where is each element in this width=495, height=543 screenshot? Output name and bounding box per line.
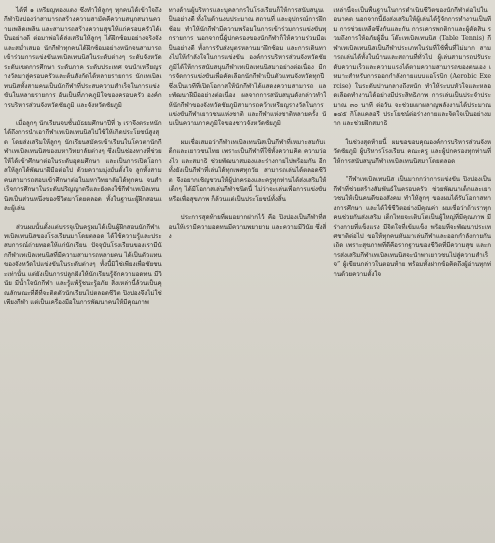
text-column-2 [169, 6, 327, 543]
text-column-1 [4, 6, 162, 543]
paragraph: ส่วนผมนั้นตั้งแต่บรรจุเป็นครูผมได้เป็นผู้ฝึกสอนนักกีฬาเทเบิลเทนนิสของโรงเรียนมาโดยตลอด ได้ใช้ความรู้และประสบการณ์ถ่ายทอดให้แก่นักเรียน ปัจจุบันโรงเรียนของเรามีนักกีฬาเทเบิลเทนนิสที่มีความสามารถหลายคน ได้เป็นตัวแทนของจังหวัดไปแข่งขันในระดับต่างๆ ทั้งนี้มิใช่เพียงเพื่อชัยชนะเท่านั้น แต่ยังเป็นการปลูกฝังให้นักเรียนรู้จักความอดทน มีวินัย มีน้ำใจนักกีฬา และรู้แพ้รู้ชนะรู้อภัย สิ่งเหล่านี้ล้วนเป็นคุณลักษณะที่ดีที่จะติดตัวนักเรียนไปตลอดชีวิต ปิงปองจึงไม่ใช่เพียงกีฬา แต่เป็นเครื่องมือในการพัฒนาคนให้มีคุณภาพ [4, 223, 162, 307]
paragraph: ผมเชื่อเสมอว่ากีฬาเทเบิลเทนนิสเป็นกีฬาที่เหมาะสมกับเด็กและเยาวชนไทย เพราะเป็นกีฬาที่ใช้ทั้งความคิด ความว่องไว และสมาธิ ช่วยพัฒนาสมองและร่างกายไปพร้อมกัน อีกทั้งยังเป็นกีฬาที่เล่นได้ทุกเพศทุกวัย สามารถเล่นได้ตลอดชีวิต จึงอยากเชิญชวนให้ผู้ปกครองและครูทุกท่านได้ส่งเสริมให้เด็กๆ ได้มีโอกาสเล่นกีฬาชนิดนี้ ไม่ว่าจะเล่นเพื่อการแข่งขันหรือเพื่อสุขภาพ ก็ล้วนแต่เป็นประโยชน์ทั้งสิ้น [168, 138, 327, 203]
paragraph: ทางด้านผู้บริหารและบุคลากรในโรงเรียนก็ให้การสนับสนุนเป็นอย่างดี ทั้งในด้านงบประมาณ สถานที่ และอุปกรณ์การฝึกซ้อม ทำให้นักกีฬามีความพร้อมในการเข้าร่วมการแข่งขันทุกรายการ นอกจากนี้ผู้ปกครองของนักกีฬาก็ให้ความร่วมมือเป็นอย่างดี ทั้งการรับส่งบุตรหลานมาฝึกซ้อม และการเดินทางไปให้กำลังใจในการแข่งขัน องค์การบริหารส่วนจังหวัดชัยภูมิได้ให้การสนับสนุนกีฬาเทเบิลเทนนิสมาอย่างต่อเนื่อง มีการจัดการแข่งขันเพื่อคัดเลือกนักกีฬาเป็นตัวแทนจังหวัดทุกปี ซึ่งเป็นเวทีที่เปิดโอกาสให้นักกีฬาได้แสดงความสามารถ และพัฒนาฝีมืออย่างต่อเนื่อง ผลจากการสนับสนุนดังกล่าวทำให้นักกีฬาของจังหวัดชัยภูมิสามารถคว้าเหรียญรางวัลในการแข่งขันกีฬาเยาวชนแห่งชาติ และกีฬาแห่งชาติหลายครั้ง นับเป็นความภาคภูมิใจของชาวจังหวัดชัยภูมิ [168, 7, 327, 128]
paragraph: “กีฬาเทเบิลเทนนิส เป็นมากกว่าการแข่งขัน ปิงปองเป็นกีฬาที่ช่วยสร้างสัมพันธ์ในครอบครัว ช่วยพัฒนาเด็กและเยาวชนให้เป็นคนดีของสังคม ทำให้ลูกๆ ของผมได้รับโอกาสทางการศึกษา และได้ใช้ชีวิตอย่างมีคุณค่า ผมเชื่อว่าถ้าเราทุกคนช่วยกันส่งเสริม เด็กไทยจะเติบโตเป็นผู้ใหญ่ที่มีคุณภาพ มีร่างกายที่แข็งแรง มีจิตใจที่เข้มแข็ง พร้อมที่จะพัฒนาประเทศชาติต่อไป ขอให้ทุกคนหันมาเล่นกีฬาและออกกำลังกายกันเถิด เพราะสุขภาพที่ดีคือรากฐานของชีวิตที่มีความสุข และการส่งเสริมกีฬาเทเบิลเทนนิสจะนำพาเยาวชนไปสู่ความสำเร็จ” ผู้เขียนกล่าวในตอนท้าย พร้อมทั้งฝากข้อคิดถึงผู้อ่านทุกท่านด้วยความตั้งใจ [333, 176, 492, 278]
paragraph: ในช่วงสุดท้ายนี้ ผมขอขอบคุณองค์การบริหารส่วนจังหวัดชัยภูมิ ผู้บริหารโรงเรียน คณะครู และผู้ปกครองทุกท่านที่ให้การสนับสนุนกีฬาเทเบิลเทนนิสมาโดยตลอด [333, 138, 492, 165]
paragraph: เมื่อลูกๆ นักเรียนจบชั้นมัธยมศึกษาปีที่ ๖ เราจึงตระหนักได้ถึงการนำเอากีฬาเทเบิลเทนนิสไปใช้ให้เกิดประโยชน์สูงสุด โดยส่งเสริมให้ลูกๆ นักเรียนสมัครเข้าเรียนในโควตานักกีฬาเทเบิลเทนนิสของมหาวิทยาลัยต่างๆ ซึ่งเป็นช่องทางที่ช่วยให้ได้เข้าศึกษาต่อในระดับอุดมศึกษา และเป็นการเปิดโอกาสให้ลูกได้พัฒนาฝีมือต่อไป ด้วยความมุ่งมั่นตั้งใจ ลูกทั้งสามคนสามารถสอบเข้าศึกษาต่อในมหาวิทยาลัยได้ทุกคน จนสำเร็จการศึกษาในระดับปริญญาตรีและยังคงใช้กีฬาเทเบิลเทนนิสเป็นส่วนหนึ่งของชีวิตมาโดยตลอด ทั้งในฐานะผู้ฝึกสอนและผู้เล่น [4, 119, 162, 213]
paragraph: เหล่านี้จะเป็นพื้นฐานในการดำเนินชีวิตของนักกีฬาต่อไปในอนาคต นอกจากนี้ยังส่งเสริมให้ผู้เล่นได้รู้จักการทำงานเป็นทีม การช่วยเหลือซึ่งกันและกัน การเคารพกติกาและผู้ตัดสิน รวมถึงการให้อภัยผู้อื่น โต๊ะเทเบิลเทนนิส (Table Tennis) กีฬาเทเบิลเทนนิสเป็นกีฬาประเภทในร่มที่ใช้พื้นที่ไม่มาก สามารถเล่นได้ทั้งในบ้านและสถานที่ทั่วไป ผู้เล่นสามารถปรับระดับความเร็วและความแรงได้ตามความสามารถของตนเอง เหมาะสำหรับการออกกำลังกายแบบแอโรบิก (Aerobic Exercise) ในระดับปานกลางถึงหนัก ทำให้ระบบหัวใจและหลอดเลือดทำงานได้อย่างมีประสิทธิภาพ การเล่นเป็นประจำประมาณ ๓๐ นาที ต่อวัน จะช่วยเผาผลาญพลังงานได้ประมาณ ๑๔๕ กิโลแคลอรี ประโยชน์ต่อร่างกายและจิตใจเป็นอย่างมาก และช่วยฝึกสมาธิ [333, 7, 492, 128]
paragraph: ประการสุดท้ายที่ผมอยากฝากไว้ คือ ปิงปองเป็นกีฬาที่สอนให้เรามีความอดทนมีความพยายาม และความมีวินัย ซึ่งสิ่ง [168, 214, 327, 240]
text-column-3 [333, 6, 491, 543]
paragraph: ได้ที่ ๑ เหรียญทองแดง ซึ่งทำให้ลูกๆ ทุกคนได้เข้าใจถึงกีฬาปิงปองว่าสามารถสร้างความสามัคคีความสนุกสนานความเพลิดเพลิน และสามารถสร้างความสุขให้แก่ครอบครัวได้เป็นอย่างดี ต่อมาพ่อได้ส่งเสริมให้ลูกๆ ได้ฝึกซ้อมอย่างจริงจังและสม่ำเสมอ นักกีฬาทุกคนได้ฝึกซ้อมอย่างหนักจนสามารถเข้าร่วมการแข่งขันเทเบิลเทนนิสในระดับต่างๆ ระดับจังหวัด ระดับเขตการศึกษา ระดับภาค ระดับประเทศ จนนำเหรียญรางวัลมาสู่ครอบครัวและต้นสังกัดได้หลายรายการ นักเทเบิลเทนนิสทั้งสามคนเป็นนักกีฬาที่ประสบความสำเร็จในการแข่งขันในหลายรายการ อันเป็นที่ภาคภูมิใจของครอบครัว องค์การบริหารส่วนจังหวัดชัยภูมิ และจังหวัดชัยภูมิ [4, 7, 162, 109]
